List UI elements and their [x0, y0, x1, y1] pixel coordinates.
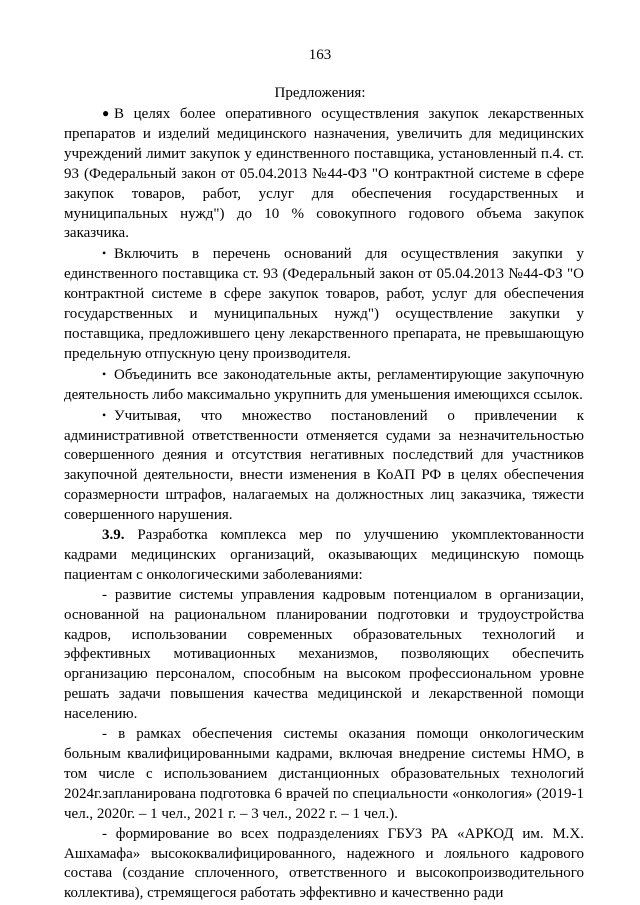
measure-paragraph: [64, 825, 584, 905]
paragraph-text: - развитие системы управления кадровым потенциалом в организации, основанной на рациональном планировании подготовки и трудоустройства кадров, использовании современных образовательных технологий и эффективных мотивационных механизмов, позволяющих обеспечить организацию персоналом, способным на высоком профессиональном уровне решать задачи повышения качества медицинской и лекарственной помощи населению.: [64, 586, 584, 723]
paragraph-text: Разработка комплекса мер по улучшению укомплектованности кадрами медицинских организаций, оказывающих медицинскую помощь пациентам с онкологическими заболеваниями:: [64, 527, 585, 583]
paragraph-text: - формирование во всех подразделениях ГБУЗ РА «АРКОД им. М.Х. Ашхамафа» высококвалифицированного, надежного и лояльного кадрового состава (создание сплоченного, ответственного и высокопроизводительного коллектива), стремящегося работать эффективно и качественно ради: [64, 825, 584, 902]
section-number: 3.9.: [102, 527, 125, 544]
paragraph-text: Учитывая, что множество постановлений о привлечении к административной ответственности отменяется судами за незначительностью совершенного деяния и отсутствия негативных последствий для участников закупочной деятельности, внести изменения в КоАП РФ в целях обеспечения соразмерности штрафов, налагаемых на должностных лиц заказчика, тяжести совершенного нарушения.: [64, 407, 584, 524]
paragraph-text: В целях более оперативного осуществления закупок лекарственных препаратов и изделий медицинского назначения, увеличить для медицинских учреждений лимит закупок у единственного поставщика, установленный п.4. ст. 93 (Федеральный закон от 05.04.2013 №44-ФЗ "О контрактной системе в сфере закупок товаров, работ, услуг для обеспечения государственных и муниципальных нужд") до 10 % совокупного годового объема закупок заказчика.: [64, 106, 584, 242]
section-heading: Предложения:: [274, 85, 366, 101]
bullet-icon: •: [102, 366, 107, 381]
proposal-paragraph: [64, 365, 584, 406]
paragraph-text: Объединить все законодательные акты, регламентирующие закупочную деятельность либо максимально укрупнить для уменьшения имеющихся ссылок.: [64, 366, 584, 403]
page-number: 163: [308, 47, 332, 63]
measure-paragraph: [64, 586, 584, 725]
proposal-paragraph: [64, 406, 584, 526]
bullet-icon: •: [102, 407, 107, 422]
paragraph-text: Включить в перечень оснований для осуществления закупки у единственного поставщика ст. 93 (Федеральный закон от 05.04.2013 №44-ФЗ "О контрактной системе в сфере закупок товаров, работ, услуг для обеспечения государственных и муниципальных нужд") осуществление закупки у поставщика, предложившего цену лекарственного препарата, не превышающую предельную отпускную цену производителя.: [64, 246, 584, 362]
paragraph-text: - в рамках обеспечения системы оказания помощи онкологическим больным квалифицированными кадрами, включая внедрение системы НМО, в том числе с использованием дистанционных образовательных технологий 2024г.запланирована подготовка 6 врачей по специальности «онкология» (2019-1 чел., 2020г. – 1 чел., 2021 г. – 3 чел., 2022 г. – 1 чел.).: [64, 726, 584, 822]
body-text: [64, 104, 584, 904]
measure-paragraph: [64, 725, 584, 825]
bullet-icon: •: [102, 246, 107, 261]
bullet-icon: ●: [102, 106, 110, 120]
proposal-paragraph: [64, 104, 584, 244]
section-paragraph: [64, 526, 584, 586]
proposal-paragraph: [64, 244, 584, 364]
